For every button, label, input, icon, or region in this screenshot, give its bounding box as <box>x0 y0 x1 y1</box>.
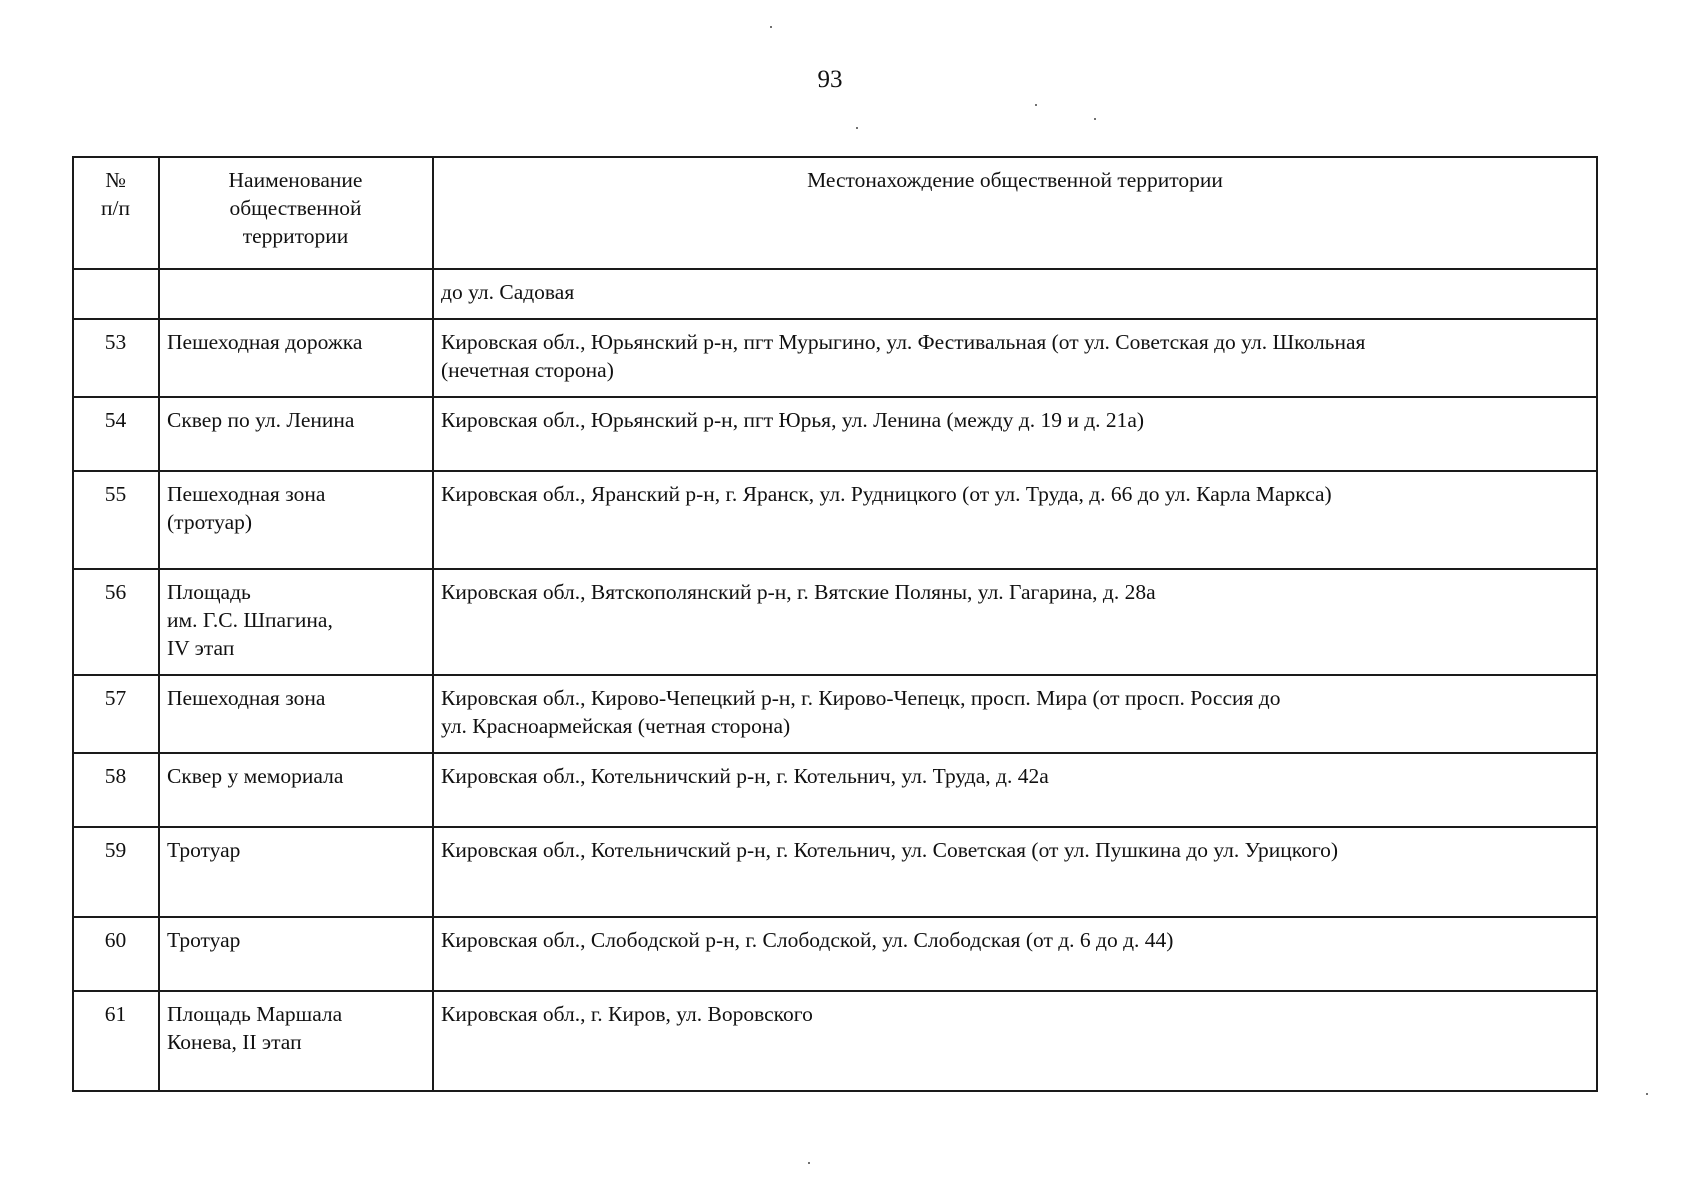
scan-speck <box>1646 1093 1648 1095</box>
row-name: Пешеходная зона (тротуар) <box>159 471 433 569</box>
row-location: Кировская обл., Юрьянский р-н, пгт Юрья, ул. Ленина (между д. 19 и д. 21а) <box>433 397 1597 471</box>
row-number: 56 <box>73 569 159 675</box>
table-row <box>73 397 1597 471</box>
header-location-label: Местонахождение общественной территории <box>807 168 1223 192</box>
scan-speck <box>856 127 858 129</box>
row-location: Кировская обл., Слободской р-н, г. Слободской, ул. Слободская (от д. 6 до д. 44) <box>433 917 1597 991</box>
table-row <box>73 319 1597 397</box>
scan-speck <box>1094 118 1096 120</box>
continuation-location-cell: до ул. Садовая <box>433 269 1597 319</box>
row-location: Кировская обл., Кирово-Чепецкий р-н, г. Кирово-Чепецк, просп. Мира (от просп. Россия до ул. Красноармейская (четная сторона) <box>433 675 1597 753</box>
row-number: 60 <box>73 917 159 991</box>
row-name: Площадь Маршала Конева, II этап <box>159 991 433 1091</box>
table-header <box>73 157 1597 269</box>
row-number: 55 <box>73 471 159 569</box>
scan-speck <box>770 26 772 28</box>
page-number: 93 <box>817 66 843 93</box>
row-location: Кировская обл., Юрьянский р-н, пгт Мурыгино, ул. Фестивальная (от ул. Советская до ул. Школьная (нечетная сторона) <box>433 319 1597 397</box>
row-location: Кировская обл., Яранский р-н, г. Яранск, ул. Рудницкого (от ул. Труда, д. 66 до ул. Карла Маркса) <box>433 471 1597 569</box>
header-number <box>73 157 159 269</box>
row-name: Сквер по ул. Ленина <box>159 397 433 471</box>
row-number: 58 <box>73 753 159 827</box>
row-name: Тротуар <box>159 917 433 991</box>
row-number: 54 <box>73 397 159 471</box>
table-row <box>73 471 1597 569</box>
table-row <box>73 753 1597 827</box>
continuation-number-cell <box>73 269 159 319</box>
table-row <box>73 991 1597 1091</box>
scan-speck <box>1035 104 1037 106</box>
header-location <box>433 157 1597 269</box>
table-row <box>73 917 1597 991</box>
continuation-name-cell <box>159 269 433 319</box>
table-row <box>73 675 1597 753</box>
row-number: 61 <box>73 991 159 1091</box>
row-name: Пешеходная дорожка <box>159 319 433 397</box>
row-name: Сквер у мемориала <box>159 753 433 827</box>
row-location: Кировская обл., Котельничский р-н, г. Котельнич, ул. Советская (от ул. Пушкина до ул. Урицкого) <box>433 827 1597 917</box>
header-name <box>159 157 433 269</box>
row-name: Площадь им. Г.С. Шпагина, IV этап <box>159 569 433 675</box>
header-name-label: Наименование общественной территории <box>228 168 363 248</box>
header-number-label: № п/п <box>101 168 130 220</box>
row-number: 57 <box>73 675 159 753</box>
table-row <box>73 569 1597 675</box>
header-row <box>73 157 1597 269</box>
row-location: Кировская обл., г. Киров, ул. Воровского <box>433 991 1597 1091</box>
scan-speck <box>808 1162 810 1164</box>
continuation-row <box>73 269 1597 319</box>
row-number: 53 <box>73 319 159 397</box>
row-name: Тротуар <box>159 827 433 917</box>
row-number: 59 <box>73 827 159 917</box>
row-location: Кировская обл., Котельничский р-н, г. Котельнич, ул. Труда, д. 42а <box>433 753 1597 827</box>
row-location: Кировская обл., Вятскополянский р-н, г. Вятские Поляны, ул. Гагарина, д. 28а <box>433 569 1597 675</box>
table-row <box>73 827 1597 917</box>
public-territories-table <box>72 156 1598 1092</box>
row-name: Пешеходная зона <box>159 675 433 753</box>
